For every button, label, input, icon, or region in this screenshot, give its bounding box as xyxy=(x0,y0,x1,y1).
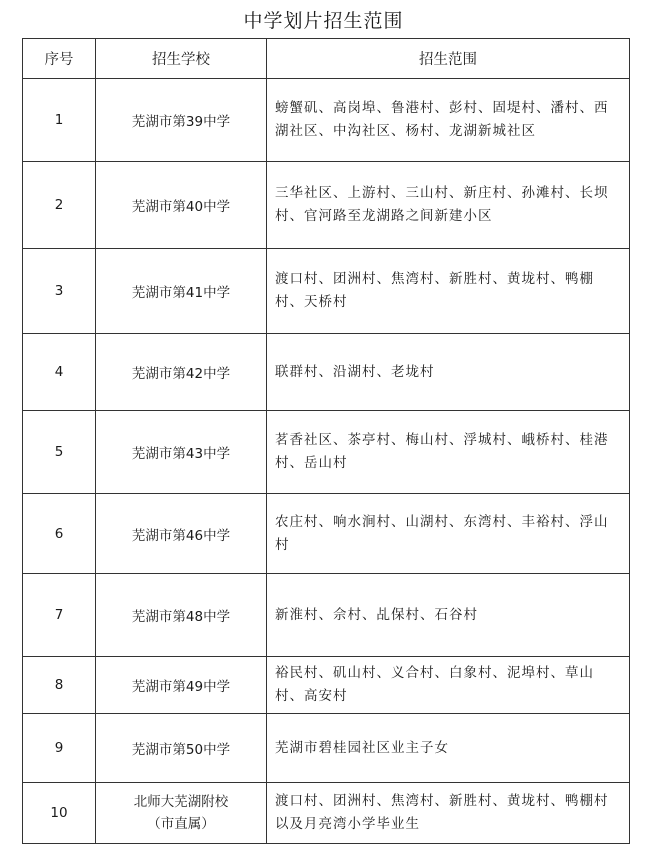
row-range: 茗香社区、茶亭村、梅山村、浮城村、峨桥村、桂港村、岳山村 xyxy=(267,411,630,494)
table-row xyxy=(23,162,630,249)
row-range: 螃蟹矶、高岗埠、鲁港村、彭村、固堤村、潘村、西湖社区、中沟社区、杨村、龙湖新城社区 xyxy=(267,79,630,162)
row-school: 芜湖市第46中学 xyxy=(96,494,267,574)
row-school: 芜湖市第42中学 xyxy=(96,334,267,411)
table-row xyxy=(23,574,630,657)
table-row xyxy=(23,79,630,162)
row-no: 5 xyxy=(23,411,96,494)
row-range: 联群村、沿湖村、老垅村 xyxy=(267,334,630,411)
row-no: 9 xyxy=(23,714,96,783)
row-range: 新淮村、佘村、乩保村、石谷村 xyxy=(267,574,630,657)
row-range: 渡口村、团洲村、焦湾村、新胜村、黄垅村、鸭棚村、天桥村 xyxy=(267,249,630,334)
header-range: 招生范围 xyxy=(267,39,630,79)
row-range: 芜湖市碧桂园社区业主子女 xyxy=(267,714,630,783)
row-school: 芜湖市第41中学 xyxy=(96,249,267,334)
header-no: 序号 xyxy=(23,39,96,79)
row-no: 10 xyxy=(23,783,96,844)
enrollment-table xyxy=(22,38,630,844)
school-name: 北师大芜湖附校 xyxy=(133,794,229,810)
table-row xyxy=(23,657,630,714)
row-no: 6 xyxy=(23,494,96,574)
row-school: 芜湖市第48中学 xyxy=(96,574,267,657)
table-row xyxy=(23,714,630,783)
table-row xyxy=(23,334,630,411)
header-school: 招生学校 xyxy=(96,39,267,79)
row-range: 渡口村、团洲村、焦湾村、新胜村、黄垅村、鸭棚村以及月亮湾小学毕业生 xyxy=(267,783,630,844)
row-school: 芜湖市第40中学 xyxy=(96,162,267,249)
row-no: 4 xyxy=(23,334,96,411)
row-no: 8 xyxy=(23,657,96,714)
table-row xyxy=(23,249,630,334)
table-row xyxy=(23,783,630,844)
row-school: 芜湖市第49中学 xyxy=(96,657,267,714)
row-school xyxy=(96,783,267,844)
row-school: 芜湖市第50中学 xyxy=(96,714,267,783)
table-row xyxy=(23,411,630,494)
row-no: 3 xyxy=(23,249,96,334)
table-header-row xyxy=(23,39,630,79)
row-no: 7 xyxy=(23,574,96,657)
row-school: 芜湖市第43中学 xyxy=(96,411,267,494)
row-range: 农庄村、响水涧村、山湖村、东湾村、丰裕村、浮山村 xyxy=(267,494,630,574)
row-no: 2 xyxy=(23,162,96,249)
row-range: 三华社区、上游村、三山村、新庄村、孙滩村、长坝村、官河路至龙湖路之间新建小区 xyxy=(267,162,630,249)
table-row xyxy=(23,494,630,574)
school-note: （市直属） xyxy=(147,816,215,832)
row-school: 芜湖市第39中学 xyxy=(96,79,267,162)
page-title: 中学划片招生范围 xyxy=(243,10,404,32)
row-range: 裕民村、矶山村、义合村、白象村、泥埠村、草山村、高安村 xyxy=(267,657,630,714)
row-no: 1 xyxy=(23,79,96,162)
